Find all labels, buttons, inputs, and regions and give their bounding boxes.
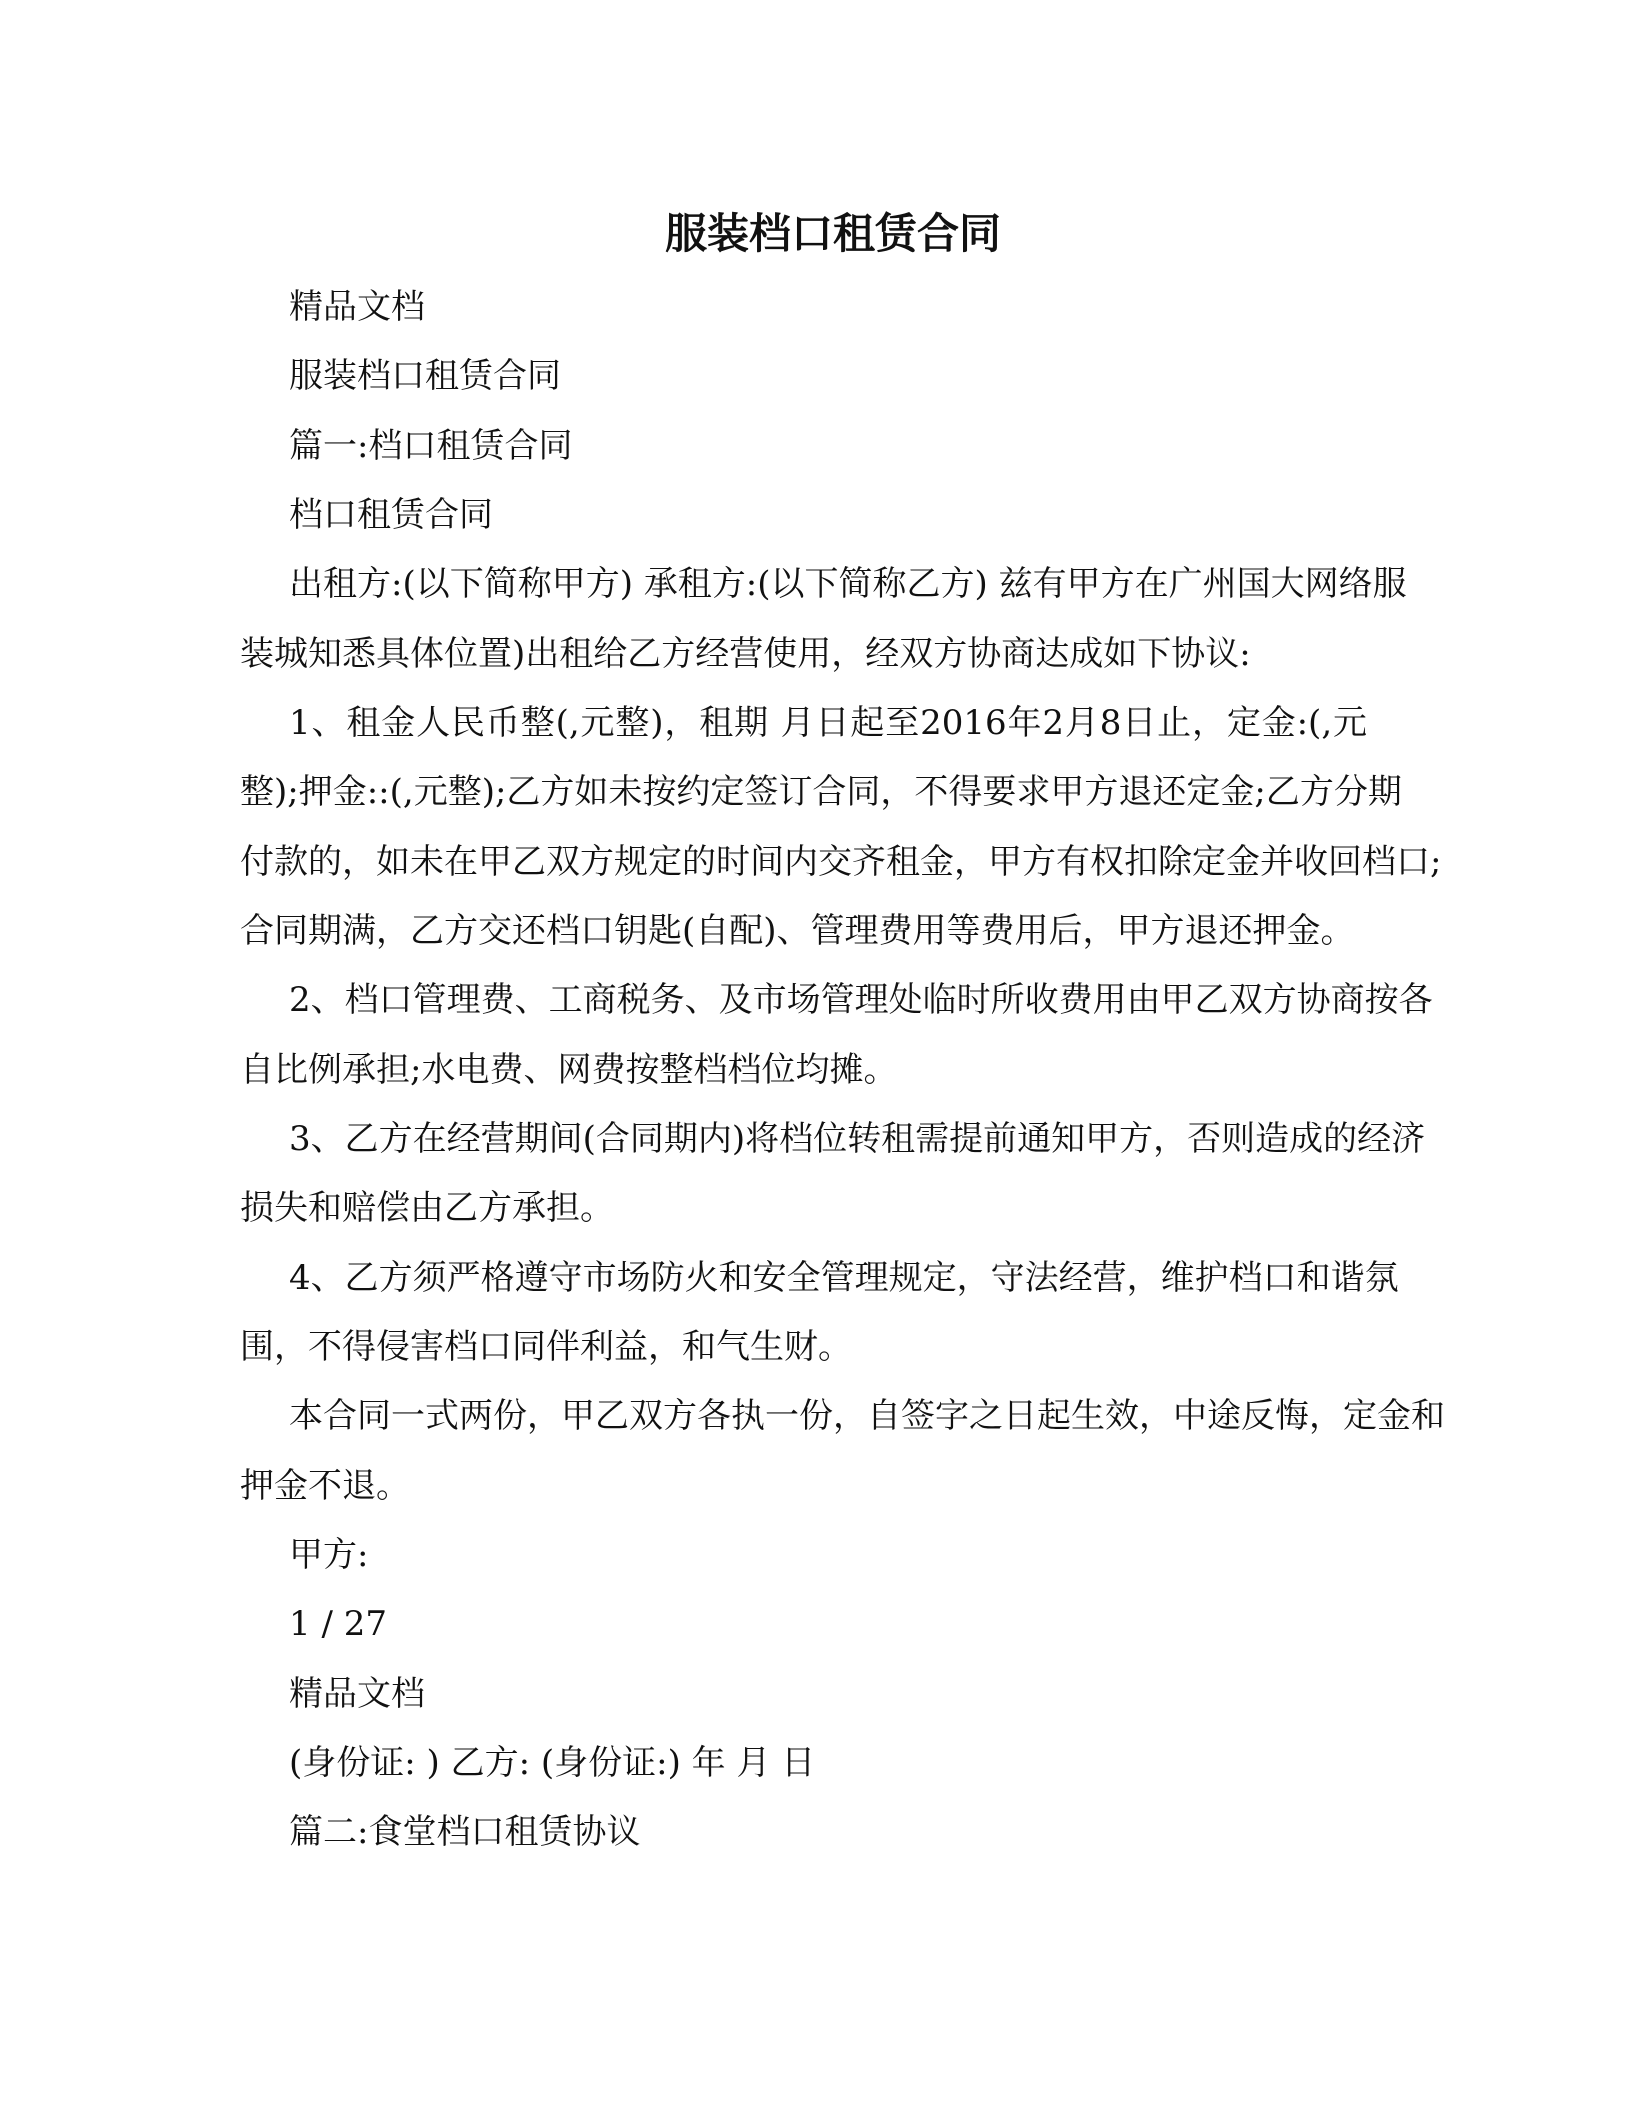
text-line: 押金不退。 (240, 1465, 410, 1506)
text-line: 档口租赁合同 (289, 494, 493, 535)
text-line: 付款的，如未在甲乙双方规定的时间内交齐租金，甲方有权扣除定金并收回档口; (240, 841, 1442, 882)
document-title: 服装档口租赁合同 (664, 209, 1001, 258)
text-line: 2、档口管理费、工商税务、及市场管理处临时所收费用由甲乙双方协商按各 (289, 980, 1433, 1021)
text-line: 篇一:档口租赁合同 (289, 425, 573, 466)
text-line: 4、乙方须严格遵守市场防火和安全管理规定，守法经营，维护档口和谐氛 (289, 1257, 1399, 1298)
text-line: 损失和赔偿由乙方承担。 (240, 1188, 614, 1229)
text-line: 3、乙方在经营期间(合同期内)将档位转租需提前通知甲方，否则造成的经济 (289, 1118, 1426, 1159)
text-line: (身份证: ) 乙方: (身份证:) 年 月 日 (289, 1742, 816, 1783)
text-line: 围，不得侵害档口同伴利益，和气生财。 (240, 1326, 852, 1367)
text-line: 合同期满，乙方交还档口钥匙(自配)、管理费用等费用后，甲方退还押金。 (240, 910, 1355, 951)
page-number: 1 / 27 (289, 1604, 387, 1645)
text-line: 整);押金::(,元整);乙方如未按约定签订合同，不得要求甲方退还定金;乙方分期 (240, 772, 1402, 813)
text-line: 服装档口租赁合同 (289, 356, 561, 397)
text-line: 精品文档 (289, 287, 425, 327)
text-line: 自比例承担;水电费、网费按整档档位均摊。 (240, 1049, 898, 1090)
text-line: 装城知悉具体位置)出租给乙方经营使用，经双方协商达成如下协议: (240, 633, 1251, 674)
text-line: 精品文档 (289, 1673, 425, 1714)
text-line: 出租方:(以下简称甲方) 承租方:(以下简称乙方) 兹有甲方在广州国大网络服 (289, 564, 1407, 605)
text-line: 1、租金人民币整(,元整)，租期 月日起至2016年2月8日止，定金:(,元 (289, 702, 1367, 743)
text-line: 甲方: (289, 1534, 369, 1575)
text-line: 本合同一式两份，甲乙双方各执一份，自签字之日起生效，中途反悔，定金和 (289, 1396, 1445, 1437)
text-line: 篇二:食堂档口租赁协议 (289, 1812, 641, 1853)
